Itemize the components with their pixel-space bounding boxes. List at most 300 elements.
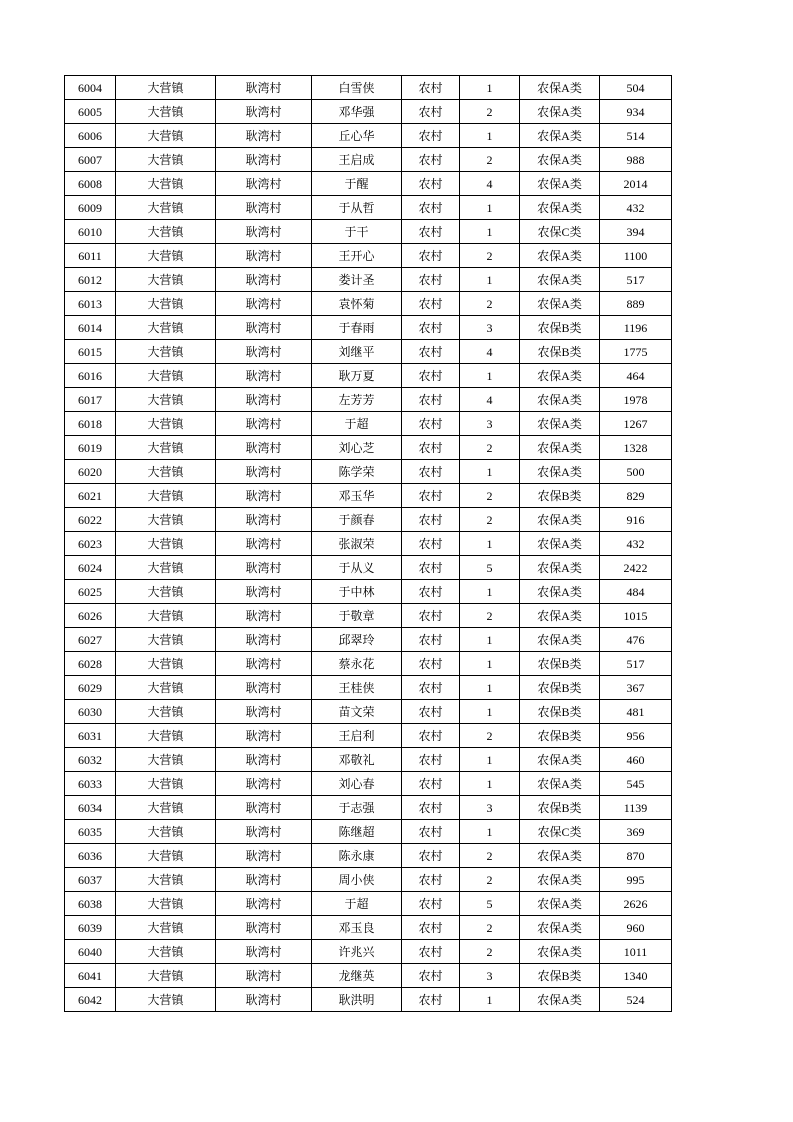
- cell-id: 6006: [65, 124, 116, 148]
- cell-insurance: 农保A类: [520, 988, 600, 1012]
- cell-type: 农村: [402, 340, 460, 364]
- cell-count: 4: [460, 388, 520, 412]
- cell-town: 大营镇: [116, 532, 216, 556]
- cell-town: 大营镇: [116, 916, 216, 940]
- table-row: [65, 772, 672, 796]
- cell-insurance: 农保A类: [520, 508, 600, 532]
- cell-count: 1: [460, 460, 520, 484]
- cell-amount: 476: [600, 628, 672, 652]
- cell-insurance: 农保A类: [520, 76, 600, 100]
- cell-count: 2: [460, 100, 520, 124]
- cell-amount: 1340: [600, 964, 672, 988]
- cell-type: 农村: [402, 988, 460, 1012]
- cell-village: 耿湾村: [216, 484, 312, 508]
- cell-id: 6037: [65, 868, 116, 892]
- cell-village: 耿湾村: [216, 652, 312, 676]
- cell-count: 2: [460, 724, 520, 748]
- cell-village: 耿湾村: [216, 172, 312, 196]
- cell-town: 大营镇: [116, 508, 216, 532]
- cell-name: 陈学荣: [312, 460, 402, 484]
- cell-insurance: 农保B类: [520, 700, 600, 724]
- cell-name: 刘心芝: [312, 436, 402, 460]
- cell-amount: 2422: [600, 556, 672, 580]
- cell-type: 农村: [402, 892, 460, 916]
- cell-insurance: 农保A类: [520, 580, 600, 604]
- table-row: [65, 676, 672, 700]
- cell-insurance: 农保B类: [520, 340, 600, 364]
- table-row: [65, 556, 672, 580]
- cell-name: 王桂侠: [312, 676, 402, 700]
- cell-amount: 1011: [600, 940, 672, 964]
- cell-insurance: 农保B类: [520, 964, 600, 988]
- cell-insurance: 农保A类: [520, 268, 600, 292]
- cell-count: 1: [460, 700, 520, 724]
- cell-count: 1: [460, 76, 520, 100]
- cell-insurance: 农保A类: [520, 436, 600, 460]
- cell-count: 5: [460, 892, 520, 916]
- table-row: [65, 604, 672, 628]
- cell-id: 6022: [65, 508, 116, 532]
- cell-village: 耿湾村: [216, 292, 312, 316]
- cell-count: 1: [460, 988, 520, 1012]
- cell-type: 农村: [402, 388, 460, 412]
- cell-name: 蔡永花: [312, 652, 402, 676]
- cell-count: 4: [460, 340, 520, 364]
- cell-id: 6010: [65, 220, 116, 244]
- cell-insurance: 农保C类: [520, 220, 600, 244]
- cell-id: 6025: [65, 580, 116, 604]
- cell-amount: 1139: [600, 796, 672, 820]
- cell-insurance: 农保A类: [520, 916, 600, 940]
- cell-village: 耿湾村: [216, 724, 312, 748]
- cell-village: 耿湾村: [216, 916, 312, 940]
- cell-amount: 1328: [600, 436, 672, 460]
- cell-id: 6009: [65, 196, 116, 220]
- cell-count: 2: [460, 868, 520, 892]
- cell-id: 6021: [65, 484, 116, 508]
- cell-name: 邱翠玲: [312, 628, 402, 652]
- cell-village: 耿湾村: [216, 316, 312, 340]
- cell-type: 农村: [402, 628, 460, 652]
- cell-id: 6040: [65, 940, 116, 964]
- cell-town: 大营镇: [116, 892, 216, 916]
- cell-type: 农村: [402, 796, 460, 820]
- cell-name: 于从哲: [312, 196, 402, 220]
- table-body: [65, 76, 672, 1012]
- cell-town: 大营镇: [116, 676, 216, 700]
- cell-town: 大营镇: [116, 292, 216, 316]
- document-page: [64, 75, 672, 1012]
- cell-id: 6031: [65, 724, 116, 748]
- cell-insurance: 农保B类: [520, 676, 600, 700]
- cell-town: 大营镇: [116, 220, 216, 244]
- cell-id: 6039: [65, 916, 116, 940]
- cell-village: 耿湾村: [216, 580, 312, 604]
- cell-amount: 517: [600, 268, 672, 292]
- cell-name: 邓华强: [312, 100, 402, 124]
- table-row: [65, 988, 672, 1012]
- cell-type: 农村: [402, 436, 460, 460]
- cell-amount: 1978: [600, 388, 672, 412]
- cell-village: 耿湾村: [216, 148, 312, 172]
- cell-village: 耿湾村: [216, 772, 312, 796]
- cell-id: 6017: [65, 388, 116, 412]
- cell-type: 农村: [402, 508, 460, 532]
- cell-name: 邓玉良: [312, 916, 402, 940]
- cell-village: 耿湾村: [216, 340, 312, 364]
- cell-insurance: 农保A类: [520, 628, 600, 652]
- cell-insurance: 农保A类: [520, 292, 600, 316]
- cell-town: 大营镇: [116, 748, 216, 772]
- cell-id: 6012: [65, 268, 116, 292]
- cell-name: 袁怀菊: [312, 292, 402, 316]
- cell-town: 大营镇: [116, 172, 216, 196]
- cell-insurance: 农保A类: [520, 388, 600, 412]
- cell-type: 农村: [402, 724, 460, 748]
- cell-insurance: 农保A类: [520, 364, 600, 388]
- cell-insurance: 农保B类: [520, 724, 600, 748]
- table-row: [65, 652, 672, 676]
- table-row: [65, 508, 672, 532]
- table-row: [65, 292, 672, 316]
- cell-id: 6014: [65, 316, 116, 340]
- cell-insurance: 农保B类: [520, 484, 600, 508]
- cell-count: 1: [460, 580, 520, 604]
- cell-town: 大营镇: [116, 484, 216, 508]
- cell-amount: 870: [600, 844, 672, 868]
- cell-count: 1: [460, 364, 520, 388]
- cell-id: 6026: [65, 604, 116, 628]
- cell-name: 娄计圣: [312, 268, 402, 292]
- cell-insurance: 农保B类: [520, 316, 600, 340]
- table-row: [65, 868, 672, 892]
- cell-insurance: 农保A类: [520, 148, 600, 172]
- cell-count: 1: [460, 196, 520, 220]
- cell-insurance: 农保A类: [520, 604, 600, 628]
- table-row: [65, 484, 672, 508]
- cell-type: 农村: [402, 172, 460, 196]
- cell-amount: 1100: [600, 244, 672, 268]
- cell-village: 耿湾村: [216, 988, 312, 1012]
- cell-amount: 481: [600, 700, 672, 724]
- cell-amount: 2626: [600, 892, 672, 916]
- cell-type: 农村: [402, 220, 460, 244]
- cell-amount: 367: [600, 676, 672, 700]
- cell-amount: 524: [600, 988, 672, 1012]
- cell-town: 大营镇: [116, 340, 216, 364]
- table-row: [65, 148, 672, 172]
- cell-name: 邓敬礼: [312, 748, 402, 772]
- cell-town: 大营镇: [116, 772, 216, 796]
- cell-town: 大营镇: [116, 268, 216, 292]
- table-row: [65, 628, 672, 652]
- cell-id: 6004: [65, 76, 116, 100]
- cell-insurance: 农保A类: [520, 940, 600, 964]
- table-row: [65, 316, 672, 340]
- table-row: [65, 76, 672, 100]
- cell-name: 于超: [312, 412, 402, 436]
- cell-type: 农村: [402, 292, 460, 316]
- cell-type: 农村: [402, 412, 460, 436]
- cell-name: 陈继超: [312, 820, 402, 844]
- cell-village: 耿湾村: [216, 628, 312, 652]
- cell-town: 大营镇: [116, 244, 216, 268]
- cell-village: 耿湾村: [216, 556, 312, 580]
- cell-insurance: 农保A类: [520, 748, 600, 772]
- cell-amount: 1015: [600, 604, 672, 628]
- cell-count: 3: [460, 796, 520, 820]
- cell-amount: 545: [600, 772, 672, 796]
- cell-count: 2: [460, 604, 520, 628]
- table-row: [65, 268, 672, 292]
- cell-name: 王启利: [312, 724, 402, 748]
- cell-id: 6013: [65, 292, 116, 316]
- table-row: [65, 100, 672, 124]
- cell-amount: 394: [600, 220, 672, 244]
- cell-insurance: 农保C类: [520, 820, 600, 844]
- cell-type: 农村: [402, 484, 460, 508]
- table-row: [65, 700, 672, 724]
- cell-name: 于从义: [312, 556, 402, 580]
- cell-id: 6016: [65, 364, 116, 388]
- cell-count: 1: [460, 124, 520, 148]
- cell-id: 6011: [65, 244, 116, 268]
- cell-type: 农村: [402, 244, 460, 268]
- cell-id: 6035: [65, 820, 116, 844]
- table-row: [65, 724, 672, 748]
- cell-village: 耿湾村: [216, 508, 312, 532]
- cell-insurance: 农保A类: [520, 556, 600, 580]
- cell-count: 1: [460, 532, 520, 556]
- cell-type: 农村: [402, 268, 460, 292]
- cell-type: 农村: [402, 76, 460, 100]
- cell-name: 王开心: [312, 244, 402, 268]
- cell-amount: 889: [600, 292, 672, 316]
- cell-name: 于超: [312, 892, 402, 916]
- table-row: [65, 412, 672, 436]
- cell-town: 大营镇: [116, 844, 216, 868]
- cell-village: 耿湾村: [216, 604, 312, 628]
- cell-insurance: 农保A类: [520, 100, 600, 124]
- table-row: [65, 220, 672, 244]
- cell-type: 农村: [402, 196, 460, 220]
- cell-name: 耿洪明: [312, 988, 402, 1012]
- cell-town: 大营镇: [116, 556, 216, 580]
- cell-village: 耿湾村: [216, 700, 312, 724]
- cell-amount: 1267: [600, 412, 672, 436]
- cell-town: 大营镇: [116, 580, 216, 604]
- cell-count: 1: [460, 628, 520, 652]
- table-row: [65, 964, 672, 988]
- table-row: [65, 748, 672, 772]
- cell-town: 大营镇: [116, 460, 216, 484]
- cell-count: 2: [460, 844, 520, 868]
- cell-id: 6005: [65, 100, 116, 124]
- cell-type: 农村: [402, 316, 460, 340]
- cell-town: 大营镇: [116, 724, 216, 748]
- cell-village: 耿湾村: [216, 964, 312, 988]
- cell-type: 农村: [402, 916, 460, 940]
- table-row: [65, 940, 672, 964]
- cell-count: 5: [460, 556, 520, 580]
- cell-count: 1: [460, 220, 520, 244]
- cell-name: 于中林: [312, 580, 402, 604]
- cell-count: 2: [460, 436, 520, 460]
- cell-amount: 995: [600, 868, 672, 892]
- cell-amount: 960: [600, 916, 672, 940]
- cell-insurance: 农保A类: [520, 460, 600, 484]
- cell-amount: 1775: [600, 340, 672, 364]
- cell-count: 2: [460, 292, 520, 316]
- cell-town: 大营镇: [116, 196, 216, 220]
- cell-type: 农村: [402, 748, 460, 772]
- cell-town: 大营镇: [116, 364, 216, 388]
- table-row: [65, 388, 672, 412]
- cell-id: 6038: [65, 892, 116, 916]
- cell-village: 耿湾村: [216, 388, 312, 412]
- cell-village: 耿湾村: [216, 412, 312, 436]
- cell-amount: 956: [600, 724, 672, 748]
- cell-type: 农村: [402, 148, 460, 172]
- cell-count: 2: [460, 244, 520, 268]
- cell-town: 大营镇: [116, 652, 216, 676]
- table-row: [65, 172, 672, 196]
- table-row: [65, 244, 672, 268]
- cell-insurance: 农保A类: [520, 124, 600, 148]
- cell-id: 6032: [65, 748, 116, 772]
- cell-insurance: 农保A类: [520, 412, 600, 436]
- table-row: [65, 796, 672, 820]
- cell-town: 大营镇: [116, 412, 216, 436]
- cell-count: 3: [460, 412, 520, 436]
- cell-count: 3: [460, 316, 520, 340]
- cell-insurance: 农保A类: [520, 892, 600, 916]
- cell-type: 农村: [402, 364, 460, 388]
- cell-amount: 504: [600, 76, 672, 100]
- cell-amount: 432: [600, 532, 672, 556]
- cell-insurance: 农保A类: [520, 172, 600, 196]
- cell-count: 2: [460, 916, 520, 940]
- cell-name: 于敬章: [312, 604, 402, 628]
- cell-id: 6027: [65, 628, 116, 652]
- cell-village: 耿湾村: [216, 940, 312, 964]
- table-row: [65, 196, 672, 220]
- cell-id: 6030: [65, 700, 116, 724]
- cell-type: 农村: [402, 604, 460, 628]
- cell-count: 1: [460, 772, 520, 796]
- cell-village: 耿湾村: [216, 532, 312, 556]
- cell-id: 6041: [65, 964, 116, 988]
- cell-id: 6024: [65, 556, 116, 580]
- cell-village: 耿湾村: [216, 76, 312, 100]
- cell-name: 白雪侠: [312, 76, 402, 100]
- cell-id: 6036: [65, 844, 116, 868]
- table-row: [65, 364, 672, 388]
- cell-insurance: 农保B类: [520, 796, 600, 820]
- cell-type: 农村: [402, 700, 460, 724]
- cell-insurance: 农保A类: [520, 532, 600, 556]
- cell-name: 丘心华: [312, 124, 402, 148]
- cell-id: 6008: [65, 172, 116, 196]
- cell-town: 大营镇: [116, 940, 216, 964]
- cell-town: 大营镇: [116, 604, 216, 628]
- cell-amount: 460: [600, 748, 672, 772]
- cell-amount: 500: [600, 460, 672, 484]
- table-row: [65, 436, 672, 460]
- records-table: [64, 75, 672, 1012]
- cell-count: 1: [460, 652, 520, 676]
- cell-name: 于春雨: [312, 316, 402, 340]
- cell-id: 6020: [65, 460, 116, 484]
- cell-town: 大营镇: [116, 436, 216, 460]
- cell-name: 于颜春: [312, 508, 402, 532]
- cell-town: 大营镇: [116, 100, 216, 124]
- cell-town: 大营镇: [116, 124, 216, 148]
- cell-amount: 369: [600, 820, 672, 844]
- cell-name: 王启成: [312, 148, 402, 172]
- cell-name: 刘心春: [312, 772, 402, 796]
- cell-town: 大营镇: [116, 76, 216, 100]
- cell-id: 6007: [65, 148, 116, 172]
- cell-village: 耿湾村: [216, 100, 312, 124]
- cell-insurance: 农保A类: [520, 844, 600, 868]
- cell-village: 耿湾村: [216, 244, 312, 268]
- cell-name: 于志强: [312, 796, 402, 820]
- cell-type: 农村: [402, 124, 460, 148]
- cell-amount: 1196: [600, 316, 672, 340]
- cell-name: 于干: [312, 220, 402, 244]
- cell-town: 大营镇: [116, 820, 216, 844]
- cell-amount: 514: [600, 124, 672, 148]
- cell-count: 1: [460, 820, 520, 844]
- cell-id: 6029: [65, 676, 116, 700]
- cell-type: 农村: [402, 964, 460, 988]
- cell-town: 大营镇: [116, 796, 216, 820]
- cell-id: 6034: [65, 796, 116, 820]
- cell-id: 6042: [65, 988, 116, 1012]
- cell-village: 耿湾村: [216, 124, 312, 148]
- cell-type: 农村: [402, 820, 460, 844]
- table-row: [65, 532, 672, 556]
- cell-id: 6033: [65, 772, 116, 796]
- cell-amount: 464: [600, 364, 672, 388]
- cell-insurance: 农保A类: [520, 772, 600, 796]
- cell-name: 张淑荣: [312, 532, 402, 556]
- cell-amount: 934: [600, 100, 672, 124]
- cell-type: 农村: [402, 556, 460, 580]
- cell-name: 刘继平: [312, 340, 402, 364]
- cell-village: 耿湾村: [216, 268, 312, 292]
- cell-town: 大营镇: [116, 388, 216, 412]
- cell-town: 大营镇: [116, 316, 216, 340]
- cell-type: 农村: [402, 940, 460, 964]
- cell-town: 大营镇: [116, 868, 216, 892]
- cell-insurance: 农保A类: [520, 244, 600, 268]
- cell-village: 耿湾村: [216, 844, 312, 868]
- cell-town: 大营镇: [116, 700, 216, 724]
- cell-count: 1: [460, 268, 520, 292]
- cell-village: 耿湾村: [216, 436, 312, 460]
- cell-type: 农村: [402, 100, 460, 124]
- table-row: [65, 124, 672, 148]
- cell-village: 耿湾村: [216, 748, 312, 772]
- cell-village: 耿湾村: [216, 796, 312, 820]
- table-row: [65, 580, 672, 604]
- table-row: [65, 916, 672, 940]
- cell-name: 周小侠: [312, 868, 402, 892]
- table-row: [65, 844, 672, 868]
- cell-amount: 432: [600, 196, 672, 220]
